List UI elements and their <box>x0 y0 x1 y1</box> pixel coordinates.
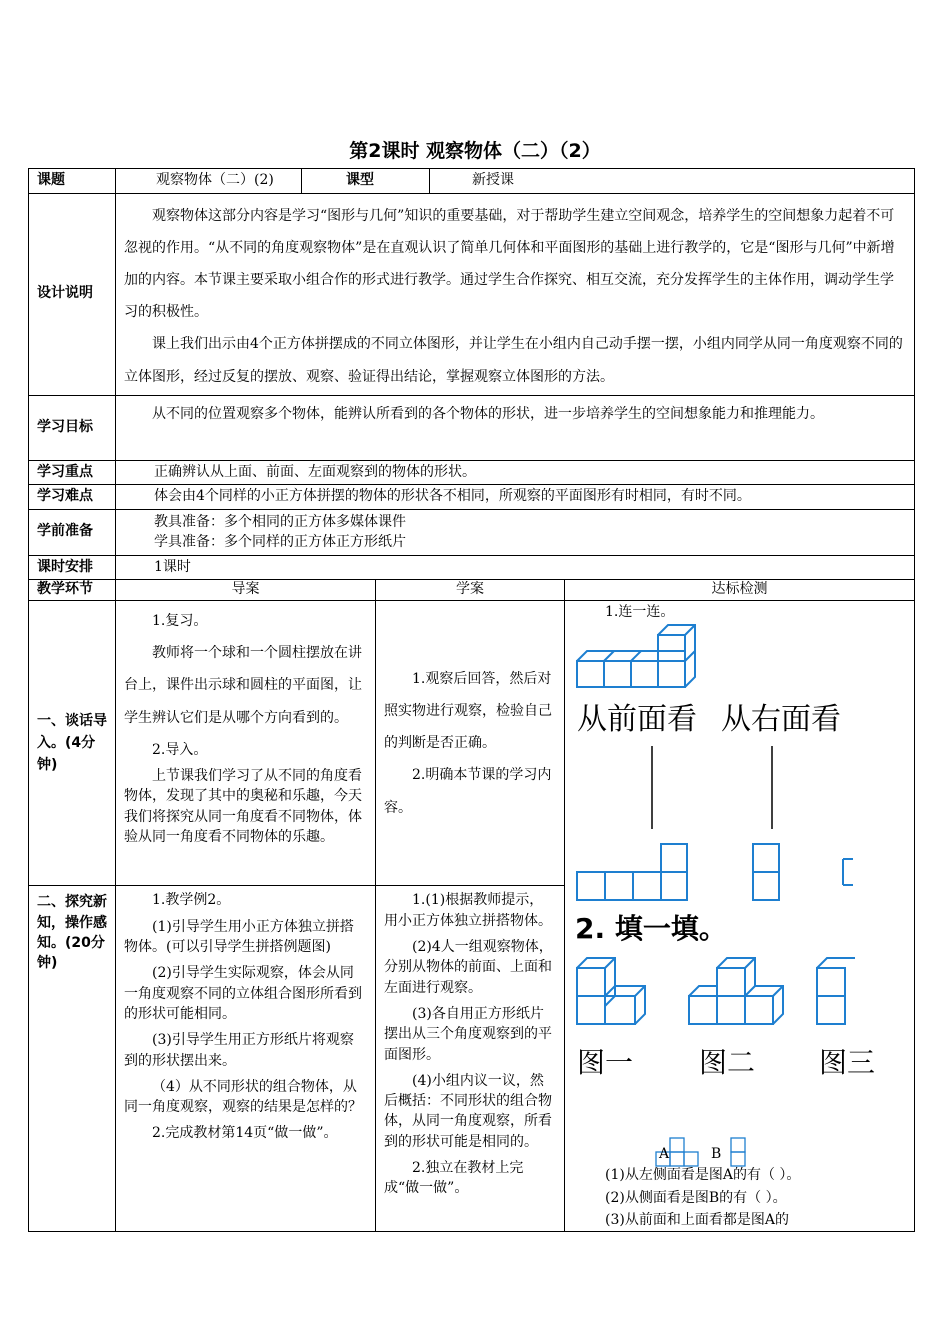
stage2-guide-p6: 2.完成教材第14页“做一做”。 <box>152 1125 338 1142</box>
stage2-guide-p3: (2)引导学生实际观察，体会从同一角度观察不同的立体组合图形所看到的形状可能相同。 <box>124 965 362 1022</box>
key-label: 学习重点 <box>29 460 116 485</box>
figure-1-label: 图一 <box>577 1046 634 1080</box>
prep-label: 学前准备 <box>29 509 116 555</box>
col-check-header: 达标检测 <box>565 580 915 601</box>
shape-b <box>731 1138 745 1166</box>
check-s3: (3)从前面和上面看都是图A的 <box>605 1212 789 1229</box>
check-s2: (2)从侧面看是图B的有（ ）。 <box>605 1190 787 1207</box>
stage1-guide-p2: 教师将一个球和一个圆柱摆放在讲台上，课件出示球和圆柱的平面图，让学生辨认它们是从哪个方向看到的。 <box>124 645 362 726</box>
stage2-study-p4: (4)小组内议一议，然后概括：不同形状的组合物体，从同一角度观察，所看到的形状可能是相同的。 <box>384 1072 552 1150</box>
design-label: 设计说明 <box>29 193 116 395</box>
stage1-guide-p4: 上节课我们学习了从不同的角度看物体，发现了其中的奥秘和乐趣，今天我们将探究从同一角度看不同物体，体验从同一角度看不同物体的乐趣。 <box>124 768 362 845</box>
check-q2: 2. 填一填。 <box>575 912 727 946</box>
key-text: 正确辨认从上面、前面、左面观察到的物体的形状。 <box>116 460 915 485</box>
topic-value: 观察物体（二）(2) <box>116 169 302 194</box>
stage2-guide <box>116 886 376 1232</box>
check-panel <box>565 601 915 1232</box>
design-text <box>116 193 915 395</box>
prep-text <box>116 509 915 555</box>
col-guide-header: 导案 <box>116 580 376 601</box>
stage2-guide-p1: 1.教学例2。 <box>152 892 231 909</box>
page-title: 第2课时 观察物体（二）（2） <box>349 140 601 162</box>
type-value: 新授课 <box>430 169 915 194</box>
type-label: 课型 <box>302 169 430 194</box>
schedule-text: 1课时 <box>116 555 915 580</box>
schedule-label: 课时安排 <box>29 555 116 580</box>
col-stage-header: 教学环节 <box>29 580 116 601</box>
topic-label: 课题 <box>29 169 116 194</box>
cube-structure-1 <box>577 625 695 687</box>
stage2-study-p1: 1.(1)根据教师提示，用小正方体独立拼搭物体。 <box>384 892 552 929</box>
stage1-guide-p3: 2.导入。 <box>152 741 208 758</box>
difficulty-label: 学习难点 <box>29 485 116 510</box>
view-b <box>753 844 779 900</box>
stage1-study <box>376 601 565 886</box>
lesson-table <box>28 168 915 1232</box>
figure-2-label: 图二 <box>699 1046 756 1080</box>
difficulty-text: 体会由4个同样的小正方体拼摆的物体的形状各不相同，所观察的平面图形有时相同，有时不同。 <box>116 485 915 510</box>
stage2-guide-p4: (3)引导学生用正方形纸片将观察到的形状摆出来。 <box>124 1032 354 1069</box>
goal-label: 学习目标 <box>29 395 116 460</box>
prep-line-1: 教具准备：多个相同的正方体多媒体课件 <box>154 513 406 530</box>
label-a: A <box>659 1146 670 1163</box>
stage1-study-p1: 1.观察后回答，然后对照实物进行观察，检验自己的判断是否正确。 <box>384 670 552 752</box>
stage1-guide-p1: 1.复习。 <box>152 613 208 630</box>
right-view-label: 从右面看 <box>721 702 841 738</box>
stage2-study-p2: (2)4人一组观察物体，分别从物体的前面、上面和左面进行观察。 <box>384 939 553 996</box>
figure-3-label: 图三 <box>819 1046 876 1080</box>
design-paragraph-1: 观察物体这部分内容是学习“图形与几何”知识的重要基础，对于帮助学生建立空间观念，培养学生的空间想象力起着不可忽视的作用。“从不同的角度观察物体”是在直观认识了简单几何体和平面图形的基础上进行教学的，它是“图形与几何”中新增加的内容。本节课主要采取小组合作的形式进行教学。通过学生合作探究、相互交流，充分发挥学生的主体作用，调动学生学习的积极性。 <box>124 207 895 321</box>
goal-text <box>116 395 915 460</box>
stage2-guide-p2: (1)引导学生用小正方体独立拼搭物体。(可以引导学生拼搭例题图) <box>124 918 354 956</box>
stage1-guide <box>116 601 376 886</box>
stage1-study-p2: 2.明确本节课的学习内容。 <box>384 767 552 816</box>
stage2-study-p3: (3)各自用正方形纸片摆出从三个角度观察到的平面图形。 <box>384 1005 552 1063</box>
figure-3-cubes <box>817 958 855 1024</box>
stage2-study-p5: 2.独立在教材上完成“做一做”。 <box>384 1160 524 1197</box>
stage2-guide-p5: （4）从不同形状的组合物体，从同一角度观察，观察的结果是怎样的？ <box>124 1078 362 1116</box>
label-b: B <box>711 1146 722 1163</box>
figure-1-cubes <box>577 958 645 1024</box>
design-paragraph-2: 课上我们出示由4个正方体拼摆成的不同立体图形，并让学生在小组内自己动手摆一摆，小组内同学从同一角度观察不同的立体图形，经过反复的摆放、观察、验证得出结论，掌握观察立体图形的方法。 <box>124 336 903 385</box>
stage2-label: 二、探究新知，操作感知。(20分钟) <box>29 886 116 1232</box>
view-a <box>577 844 687 900</box>
goal-paragraph: 从不同的位置观察多个物体，能辨认所看到的各个物体的形状，进一步培养学生的空间想象能力和推理能力。 <box>152 405 824 422</box>
prep-line-2: 学具准备：多个同样的正方体正方形纸片 <box>154 534 406 551</box>
check-s1: (1)从左侧面看是图A的有（ ）。 <box>605 1167 801 1184</box>
col-study-header: 学案 <box>376 580 565 601</box>
stage1-label: 一、谈话导入。(4分钟) <box>29 601 116 886</box>
check-q1: 1.连一连。 <box>605 604 675 621</box>
front-view-label: 从前面看 <box>577 702 697 738</box>
stage2-study <box>376 886 565 1232</box>
figure-2-cubes <box>689 958 783 1024</box>
